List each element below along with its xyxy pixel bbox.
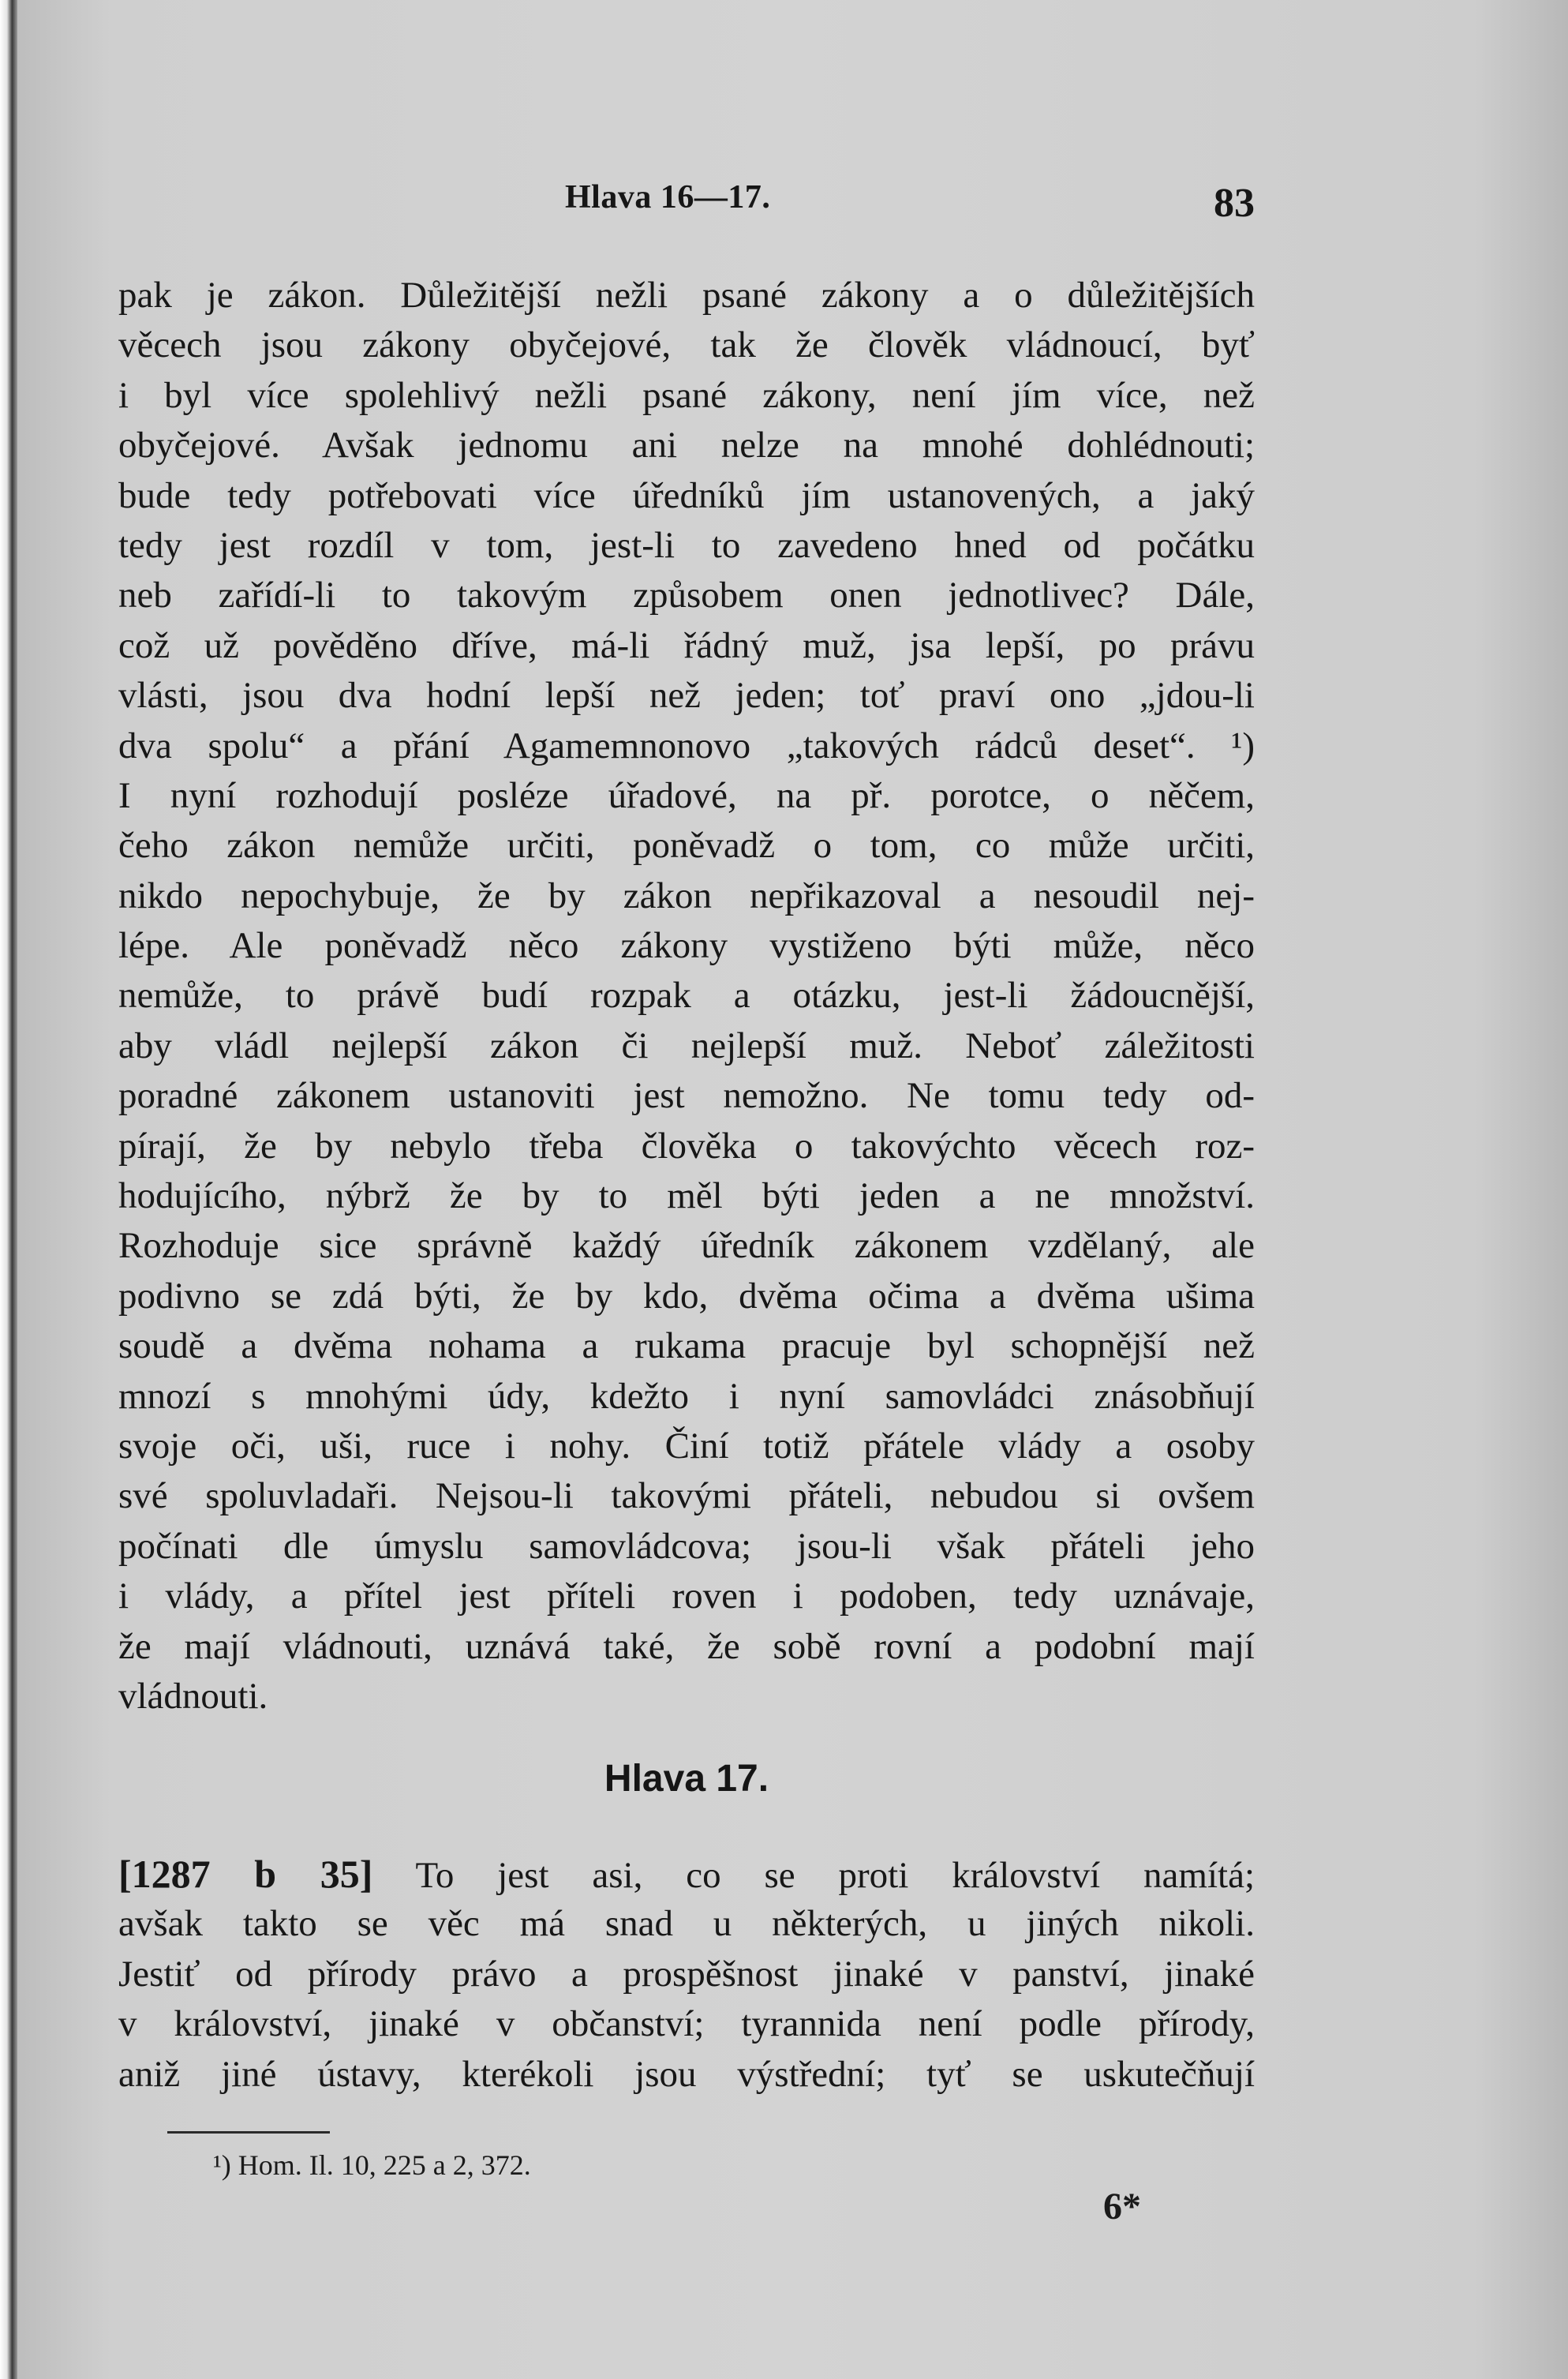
text-line: mnozí s mnohými údy, kdežto i nyní samovládci znásobňují: [118, 1375, 1255, 1417]
text-line: nemůže, to právě budí rozpak a otázku, jest-li žádoucnější,: [118, 975, 1255, 1017]
first-line-text: To jest asi, co se proti království namítá;: [415, 1855, 1256, 1896]
page-number: 83: [1214, 181, 1255, 226]
text-line: Rozhoduje sice správně každý úředník zákonem vzdělaný, ale: [118, 1225, 1255, 1267]
text-line: že mají vládnouti, uznává také, že sobě rovní a podobní mají: [118, 1625, 1255, 1667]
text-line: soudě a dvěma nohama a rukama pracuje byl schopnější než: [118, 1325, 1255, 1367]
text-line: neb zařídí-li to takovým způsobem onen jednotlivec? Dále,: [118, 575, 1255, 616]
chapter-heading: Hlava 17.: [604, 1758, 769, 1800]
text-line: i byl více spolehlivý nežli psané zákony, není jím více, než: [118, 374, 1255, 416]
text-line: vlásti, jsou dva hodní lepší než jeden; toť praví ono „jdou-li: [118, 675, 1255, 717]
footnote-divider: [167, 2131, 330, 2134]
text-line: poradné zákonem ustanoviti jest nemožno. Ne tomu tedy od-: [118, 1075, 1255, 1117]
text-line: podivno se zdá býti, že by kdo, dvěma očima a dvěma ušima: [118, 1275, 1255, 1317]
running-title: Hlava 16—17.: [565, 179, 771, 215]
text-line: lépe. Ale poněvadž něco zákony vystiženo býti může, něco: [118, 925, 1255, 967]
text-line: aniž jiné ústavy, kterékoli jsou výstřední; tyť se uskutečňují: [118, 2053, 1255, 2095]
text-line: bude tedy potřebovati více úředníků jím ustanovených, a jaký: [118, 474, 1255, 516]
text-line-first: [118, 1849, 1255, 1899]
text-line: aby vládl nejlepší zákon či nejlepší muž. Neboť záležitosti: [118, 1025, 1255, 1066]
text-line: což už pověděno dříve, má-li řádný muž, jsa lepší, po právu: [118, 624, 1255, 666]
text-line: pírají, že by nebylo třeba člověka o takovýchto věcech roz-: [118, 1125, 1255, 1167]
text-line: hodujícího, nýbrž že by to měl býti jeden a ne množství.: [118, 1175, 1255, 1217]
text-line: věcech jsou zákony obyčejové, tak že člověk vládnoucí, byť: [118, 324, 1255, 366]
chapter-17-text: [118, 1849, 1255, 2100]
text-line: dva spolu“ a přání Agamemnonovo „takových rádců deset“. ¹): [118, 725, 1255, 766]
signature-mark: 6*: [1103, 2186, 1141, 2227]
text-line: v království, jinaké v občanství; tyrannida není podle přírody,: [118, 2003, 1255, 2045]
text-line: svoje oči, uši, ruce i nohy. Činí totiž přátele vlády a osoby: [118, 1425, 1255, 1467]
text-line: počínati dle úmyslu samovládcova; jsou-li však přáteli jeho: [118, 1525, 1255, 1567]
text-line: nikdo nepochybuje, že by zákon nepřikazoval a nesoudil nej-: [118, 875, 1255, 916]
text-line: čeho zákon nemůže určiti, poněvadž o tom, co může určiti,: [118, 825, 1255, 867]
chapter-16-text: [118, 271, 1255, 1721]
text-line: i vlády, a přítel jest příteli roven i podoben, tedy uznávaje,: [118, 1575, 1255, 1617]
text-line: obyčejové. Avšak jednomu ani nelze na mnohé dohlédnouti;: [118, 425, 1255, 466]
text-line: Jestiť od přírody právo a prospěšnost jinaké v panství, jinaké: [118, 1953, 1255, 1995]
page-binding-edge: [0, 0, 17, 2379]
footnote: ¹) Hom. Il. 10, 225 a 2, 372.: [213, 2149, 531, 2181]
text-line: tedy jest rozdíl v tom, jest-li to zavedeno hned od počátku: [118, 524, 1255, 566]
text-line: pak je zákon. Důležitější nežli psané zákony a o důležitějších: [118, 275, 1255, 316]
bekker-reference: [1287 b 35]: [118, 1852, 373, 1896]
text-line: vládnouti.: [118, 1675, 268, 1717]
page-header: [118, 178, 1255, 234]
text-line: avšak takto se věc má snad u některých, u jiných nikoli.: [118, 1903, 1255, 1945]
text-line: I nyní rozhodují posléze úřadové, na př. porotce, o něčem,: [118, 774, 1255, 816]
text-line: své spoluvladaři. Nejsou-li takovými přáteli, nebudou si ovšem: [118, 1475, 1255, 1517]
